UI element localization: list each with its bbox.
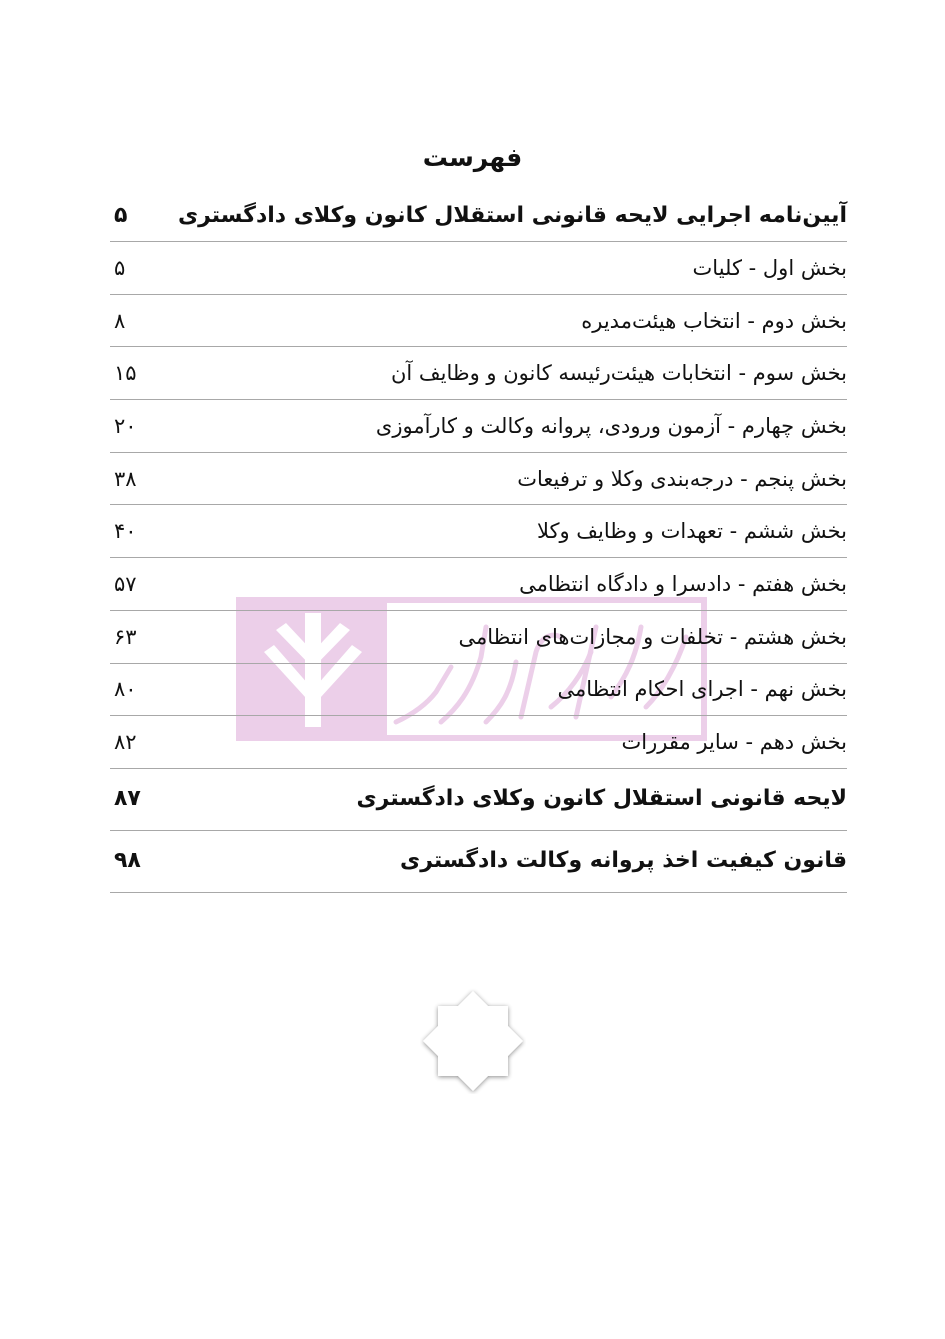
toc-entry-page: ۸۲ bbox=[114, 730, 137, 755]
toc-entry-page: ۸۰ bbox=[114, 677, 137, 702]
toc-entry-title: آیین‌نامه اجرایی لایحه قانونی استقلال کانون وکلای دادگستری bbox=[177, 202, 847, 228]
toc-entry[interactable] bbox=[110, 664, 847, 717]
toc-entry-title: بخش هفتم - دادسرا و دادگاه انتظامی bbox=[519, 571, 847, 596]
toc-entry-page: ۶۳ bbox=[114, 624, 137, 649]
toc-entry-page: ۹۸ bbox=[114, 848, 141, 874]
toc-entry[interactable] bbox=[110, 716, 847, 769]
toc-entry-title: بخش ششم - تعهدات و وظایف وکلا bbox=[536, 519, 847, 544]
toc-entry-title: بخش پنجم - درجه‌بندی وکلا و ترفیعات bbox=[517, 466, 847, 491]
toc-entry-page: ۱۵ bbox=[114, 361, 137, 386]
toc-entry[interactable] bbox=[110, 558, 847, 611]
toc-entry-page: ۴۰ bbox=[114, 519, 137, 544]
toc-entry-page: ۵۷ bbox=[114, 571, 137, 596]
toc-entry-title: قانون کیفیت اخذ پروانه وکالت دادگستری bbox=[400, 848, 847, 874]
toc-entry-page: ۸۷ bbox=[114, 786, 141, 812]
toc-entry[interactable] bbox=[110, 611, 847, 664]
toc-entry[interactable] bbox=[110, 400, 847, 453]
toc-entry-title: بخش دوم - انتخاب هیئت‌مدیره bbox=[581, 308, 847, 333]
toc-entry-title: بخش دهم - سایر مقررات bbox=[621, 730, 847, 755]
toc-entry-title: بخش هشتم - تخلفات و مجازات‌های انتظامی bbox=[458, 624, 847, 649]
toc-entry[interactable] bbox=[110, 347, 847, 400]
toc-entry-title: لایحه قانونی استقلال کانون وکلای دادگستری bbox=[356, 786, 847, 812]
table-of-contents bbox=[110, 190, 847, 893]
toc-entry-page: ۳۸ bbox=[114, 466, 137, 491]
toc-entry-title: بخش سوم - انتخابات هیئت‌رئیسه کانون و وظایف آن bbox=[390, 361, 847, 386]
toc-entry-title: بخش چهارم - آزمون ورودی، پروانه وکالت و کارآموزی bbox=[375, 413, 847, 438]
toc-entry-page: ۸ bbox=[114, 308, 126, 333]
toc-entry[interactable] bbox=[110, 505, 847, 558]
toc-entry[interactable] bbox=[110, 769, 847, 831]
toc-entry[interactable] bbox=[110, 242, 847, 295]
toc-entry-page: ۲۰ bbox=[114, 413, 137, 438]
toc-entry[interactable] bbox=[110, 831, 847, 893]
toc-entry-title: بخش نهم - اجرای احکام انتظامی bbox=[557, 677, 847, 702]
toc-entry[interactable] bbox=[110, 453, 847, 506]
toc-entry-title: بخش اول - کلیات bbox=[692, 255, 847, 280]
eight-point-star-icon bbox=[420, 988, 526, 1094]
toc-entry-page: ۵ bbox=[114, 255, 126, 280]
toc-entry-page: ۵ bbox=[114, 202, 128, 228]
toc-entry[interactable] bbox=[110, 190, 847, 242]
page-title: فهرست bbox=[422, 143, 523, 172]
toc-entry[interactable] bbox=[110, 295, 847, 348]
